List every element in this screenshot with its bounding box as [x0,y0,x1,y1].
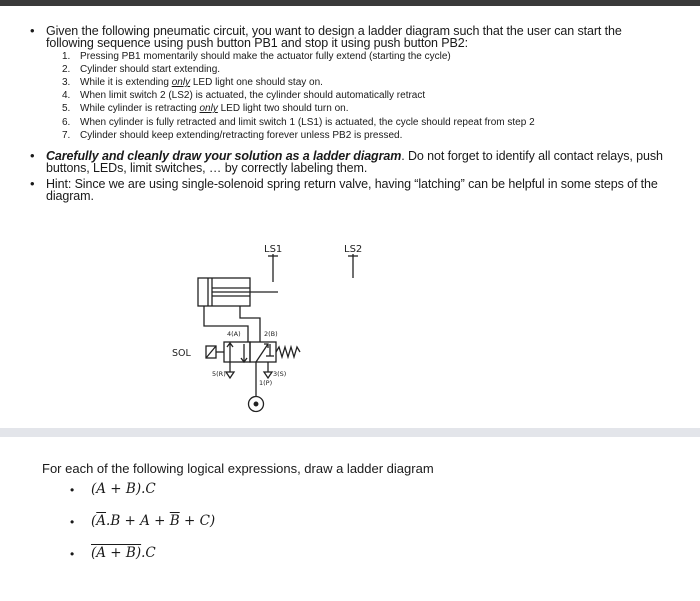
sol-label: SOL [172,348,191,359]
expr-bullet-2: • [70,515,75,529]
section-divider [0,428,700,437]
line-port-2 [240,306,260,342]
instruction-line-1: Carefully and cleanly draw your solution as a ladder diagram. Do not forget to identify all contact relays, push [46,149,663,163]
step-2: 2. Cylinder should start extending. [62,64,221,75]
instruction-line-2: buttons, LEDs, limit switches, … by correctly labeling them. [46,161,368,175]
step-7: 7. Cylinder should keep extending/retracting forever unless PB2 is pressed. [62,130,403,141]
bullet-3: • [30,176,35,191]
expression-2: $(\overline{A}.B + A + \overline{B} + C)$ [91,513,216,529]
port-2-label: 2(B) [264,330,278,338]
line-port-4 [204,306,248,342]
step-4: 4. When limit switch 2 (LS2) is actuated, the cylinder should automatically retract [62,90,426,101]
intro-line-1: Given the following pneumatic circuit, you want to design a ladder diagram such that the user can start the [46,24,622,38]
ls2-label: LS2 [344,244,363,255]
port-5-label: 5(R) [212,370,226,378]
step-1: 1. Pressing PB1 momentarily should make the actuator fully extend (starting the cycle) [62,51,451,62]
pneumatic-circuit-diagram [160,238,380,418]
step-3: 3. While it is extending only LED light one should stay on. [62,77,323,88]
port-1-label: 1(P) [259,379,273,387]
port-4-label: 4(A) [227,330,241,338]
bullet-1: • [30,23,35,38]
expr-bullet-3: • [70,547,75,561]
ls1-label: LS1 [264,244,283,255]
spring [276,347,300,357]
intro-line-2: following sequence using push button PB1 and stop it using push button PB2: [46,36,468,50]
hint-line-2: diagram. [46,189,94,203]
bullet-2: • [30,148,35,163]
section2-title: For each of the following logical expressions, draw a ladder diagram [42,461,434,476]
step-6: 6. When cylinder is fully retracted and limit switch 1 (LS1) is actuated, the cycle should repeat from step 2 [62,117,535,128]
top-border [0,0,700,6]
expression-1: (A + B).C [91,481,156,497]
step-5: 5. While cylinder is retracting only LED light two should turn on. [62,103,349,114]
expression-3: (A + B).C [91,545,156,561]
hint-line-1: Hint: Since we are using single-solenoid spring return valve, having “latching” can be helpful in some steps of the [46,177,658,191]
expr-bullet-1: • [70,483,75,497]
port-3-label: 3(S) [273,370,287,378]
exhaust-3 [264,372,272,378]
exhaust-5 [226,372,234,378]
